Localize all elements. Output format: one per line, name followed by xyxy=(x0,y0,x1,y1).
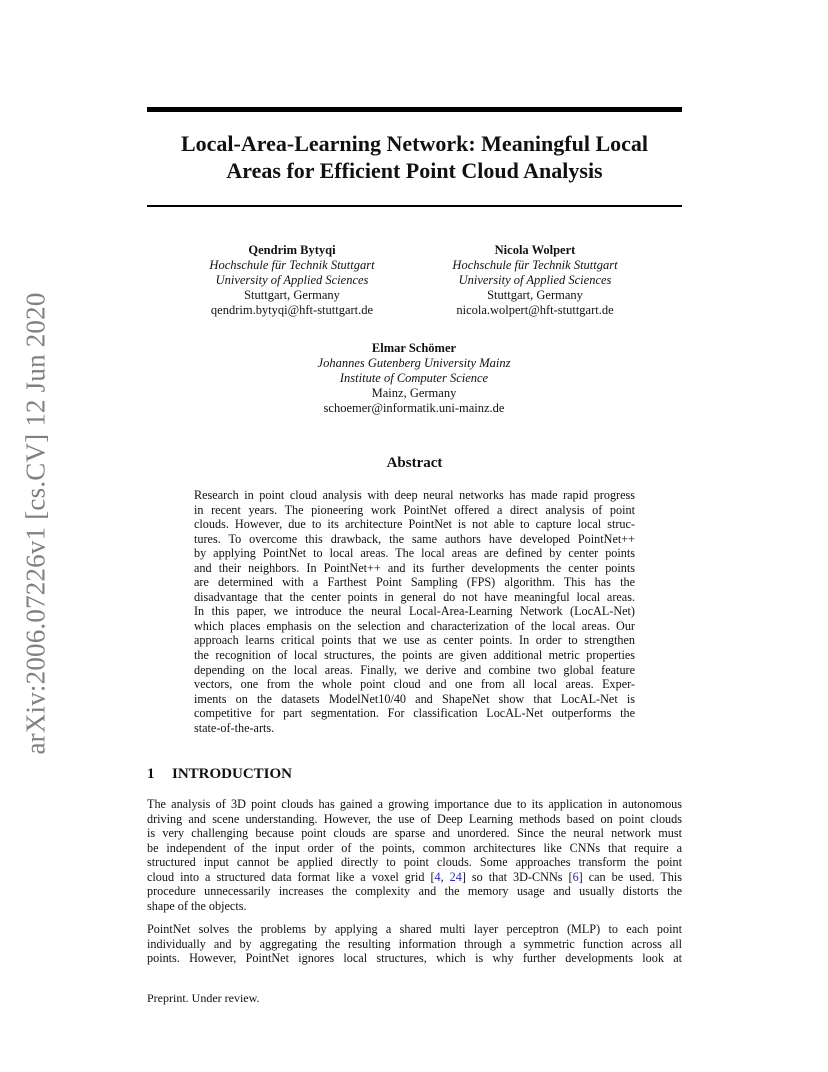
author-email[interactable]: qendrim.bytyqi@hft-stuttgart.de xyxy=(210,303,374,317)
text-run: ] so that 3D-CNNs [ xyxy=(461,869,573,884)
paragraph-line-with-citations xyxy=(147,870,682,885)
paragraph-line: individually and by aggregating the resulting information through a symmetric function across all xyxy=(147,936,682,951)
author-block-2 xyxy=(435,243,635,318)
paragraph-line: procedure unnecessarily increases the complexity and the memory usage and usually distorts the xyxy=(147,884,682,899)
abstract-line: Research in point cloud analysis with deep neural networks has made rapid progress xyxy=(194,488,635,502)
abstract-body xyxy=(194,488,635,735)
paragraph-line: The analysis of 3D point clouds has gained a growing importance due to its application in autonomous xyxy=(147,797,682,811)
author-name: Elmar Schömer xyxy=(371,341,457,355)
arxiv-side-identifier xyxy=(8,288,64,758)
title-line: Local-Area-Learning Network: Meaningful Local xyxy=(180,131,649,156)
abstract-line: tures. To overcome this drawback, the same authors have developed PointNet++ xyxy=(194,531,635,546)
abstract-line: vectors, one from the whole point cloud and one from all local areas. Exper- xyxy=(194,677,635,692)
author-affiliation: Institute of Computer Science xyxy=(339,371,489,385)
intro-paragraph-2 xyxy=(147,922,682,966)
text-run: , xyxy=(440,869,450,884)
paragraph-line: PointNet solves the problems by applying a shared multi layer perceptron (MLP) to each point xyxy=(147,922,682,936)
author-affiliation: University of Applied Sciences xyxy=(458,273,612,287)
abstract-line: competitive for part segmentation. For classification LocAL-Net outperforms the xyxy=(194,706,635,721)
author-block-3 xyxy=(304,341,524,416)
paragraph-line: points. However, PointNet ignores local structures, which is why further developments look at xyxy=(147,951,682,966)
abstract-line: and their neighbors. In PointNet++ and its further developments the center points xyxy=(194,560,635,575)
paragraph-line: shape of the objects. xyxy=(147,898,247,913)
intro-paragraph-1 xyxy=(147,797,682,913)
citation-link[interactable]: 6 xyxy=(572,869,579,884)
author-affiliation: Johannes Gutenberg University Mainz xyxy=(317,356,511,370)
paragraph-line: structured input cannot be applied directly to point clouds. Some approaches transform the point xyxy=(147,855,682,870)
paragraph-line: driving and scene understanding. However, the use of Deep Learning methods based on point clouds xyxy=(147,811,682,826)
abstract-heading: Abstract xyxy=(386,455,443,471)
citation-link[interactable]: 4 xyxy=(434,869,441,884)
title-line: Areas for Efficient Point Cloud Analysis xyxy=(226,158,603,183)
title-top-rule xyxy=(147,107,682,112)
text-run: ] can be used. This xyxy=(578,869,683,884)
abstract-line: which places emphasis on the selection and characterization of the local areas. Our xyxy=(194,618,635,633)
author-name: Nicola Wolpert xyxy=(494,243,576,257)
arxiv-id-text: arXiv:2006.07226v1 [cs.CV] 12 Jun 2020 xyxy=(20,291,51,755)
author-name: Qendrim Bytyqi xyxy=(248,243,336,257)
abstract-line: iments on the datasets ModelNet10/40 and ShapeNet show that LocAL-Net is xyxy=(194,691,635,706)
abstract-line: in recent years. The pioneering work PointNet offered a direct analysis of point xyxy=(194,502,635,517)
author-affiliation: Hochschule für Technik Stuttgart xyxy=(209,258,375,272)
paragraph-line: is very challenging because point clouds are sparse and unordered. Since the neural network must xyxy=(147,826,682,841)
text-run: cloud into a structured data format like a voxel grid [ xyxy=(147,869,435,884)
section-number: 1 xyxy=(147,766,155,782)
paper-title xyxy=(147,130,682,184)
author-location: Stuttgart, Germany xyxy=(244,288,340,302)
page-footer: Preprint. Under review. xyxy=(147,991,260,1005)
author-email[interactable]: schoemer@informatik.uni-mainz.de xyxy=(323,401,505,415)
author-location: Mainz, Germany xyxy=(371,386,457,400)
abstract-line: are determined with a Farthest Point Sampling (FPS) algorithm. This has the xyxy=(194,575,635,590)
citation-link[interactable]: 24 xyxy=(449,869,462,884)
section-title: INTRODUCTION xyxy=(172,766,293,782)
paragraph-line: be independent of the input order of the points, common architectures like CNNs that require a xyxy=(147,840,682,855)
author-location: Stuttgart, Germany xyxy=(487,288,583,302)
abstract-line: clouds. However, due to its architecture PointNet is not able to capture local struc- xyxy=(194,517,635,532)
section-heading xyxy=(147,765,447,783)
author-affiliation: Hochschule für Technik Stuttgart xyxy=(452,258,618,272)
author-block-1 xyxy=(192,243,392,318)
abstract-line: by applying PointNet to local areas. The local areas are defined by center points xyxy=(194,546,635,561)
abstract-line: approach learns critical points that we use as center points. In order to strengthen xyxy=(194,633,635,648)
abstract-line: depending on the local areas. Finally, we derive and combine two global feature xyxy=(194,662,635,677)
abstract-line: state-of-the-arts. xyxy=(194,720,275,735)
title-bottom-rule xyxy=(147,205,682,207)
author-email[interactable]: nicola.wolpert@hft-stuttgart.de xyxy=(456,303,614,317)
abstract-line: the recognition of local structures, the points are given additional metric properties xyxy=(194,648,635,663)
abstract-line: In this paper, we introduce the neural Local-Area-Learning Network (LocAL-Net) xyxy=(194,604,635,619)
abstract-line: disadvantage that the center points in general do not have meaningful local areas. xyxy=(194,589,635,604)
author-affiliation: University of Applied Sciences xyxy=(215,273,369,287)
